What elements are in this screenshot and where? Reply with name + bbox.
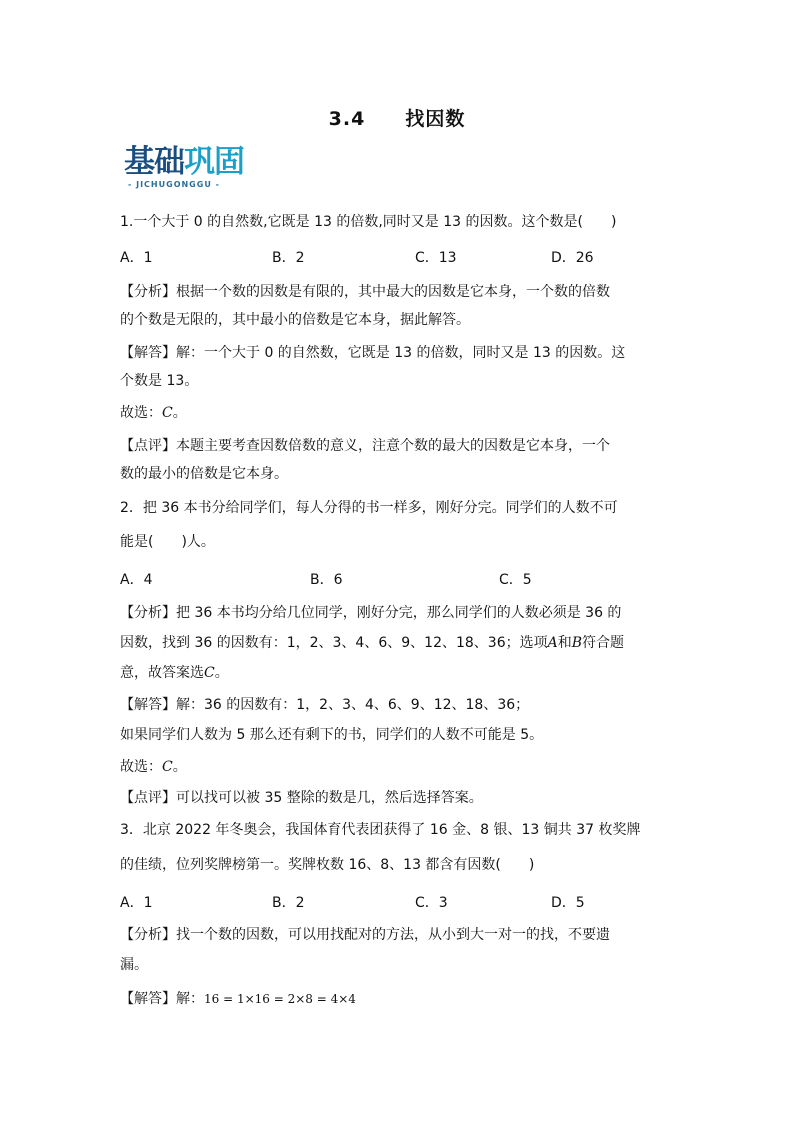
q2-answer-line-2: 如果同学们人数为 5 那么还有剩下的书，同学们的人数不可能是 5。 bbox=[120, 727, 544, 743]
q1-option-c: C．13 bbox=[415, 250, 457, 266]
banner-subtitle: - JICHUGONGGU - bbox=[128, 180, 220, 189]
q1-choice-value: C bbox=[162, 405, 173, 421]
q1-option-a: A．1 bbox=[120, 250, 153, 266]
section-title: 找因数 bbox=[405, 108, 466, 130]
q3-option-c: C．3 bbox=[415, 895, 448, 911]
q1-choice: 故选：C。 bbox=[120, 405, 187, 421]
q2-analysis-line-2: 因数，找到 36 的因数有：1，2、3、4、6、9、12、18、36；选项A和B符合题 bbox=[120, 635, 625, 651]
q2-option-a: A．4 bbox=[120, 572, 153, 588]
q3-analysis-line-1: 【分析】找一个数的因数，可以用找配对的方法，从小到大一对一的找，不要遗 bbox=[120, 927, 610, 943]
q3-option-b: B．2 bbox=[272, 895, 305, 911]
q1-comment-line-1: 【点评】本题主要考查因数倍数的意义，注意个数的最大的因数是它本身，一个 bbox=[120, 438, 610, 454]
q1-analysis-line-2: 的个数是无限的，其中最小的倍数是它本身，据此解答。 bbox=[120, 312, 470, 328]
q3-option-a: A．1 bbox=[120, 895, 153, 911]
q2-analysis-line-1: 【分析】把 36 本书均分给几位同学，刚好分完，那么同学们的人数必须是 36 的 bbox=[120, 605, 622, 621]
q2-option-c: C．5 bbox=[499, 572, 532, 588]
q3-analysis-line-2: 漏。 bbox=[120, 957, 148, 973]
q2-comment: 【点评】可以找可以被 35 整除的数是几，然后选择答案。 bbox=[120, 790, 483, 806]
banner-title: 基础巩固 bbox=[124, 144, 244, 180]
q3-stem-line-2: 的佳绩，位列奖牌榜第一。奖牌枚数 16、8、13 都含有因数( ) bbox=[120, 857, 535, 873]
q3-answer: 【解答】解：16 = 1×16 = 2×8 = 4×4 bbox=[120, 991, 356, 1007]
q2-option-b: B．6 bbox=[310, 572, 343, 588]
basic-review-banner bbox=[124, 144, 264, 192]
section-number: 3.4 bbox=[328, 108, 366, 130]
q3-stem-line-1: 3．北京 2022 年冬奥会，我国体育代表团获得了 16 金、8 银、13 铜共 37 枚奖牌 bbox=[120, 822, 641, 838]
q2-analysis-line-3: 意，故答案选C。 bbox=[120, 665, 229, 681]
q2-choice: 故选：C。 bbox=[120, 759, 187, 775]
q3-answer-formula: 16 = 1×16 = 2×8 = 4×4 bbox=[204, 992, 356, 1006]
q1-stem: 1.一个大于 0 的自然数,它既是 13 的倍数,同时又是 13 的因数。这个数是( ) bbox=[120, 214, 617, 230]
q2-choice-value: C bbox=[162, 759, 173, 775]
q1-answer-line-2: 个数是 13。 bbox=[120, 373, 199, 389]
q1-option-d: D．26 bbox=[551, 250, 594, 266]
q3-option-d: D．5 bbox=[551, 895, 585, 911]
q2-stem-line-2: 能是( )人。 bbox=[120, 534, 215, 550]
q1-answer-line-1: 【解答】解：一个大于 0 的自然数，它既是 13 的倍数，同时又是 13 的因数。这 bbox=[120, 345, 626, 361]
q2-answer-line-1: 【解答】解：36 的因数有：1，2、3、4、6、9、12、18、36； bbox=[120, 697, 530, 713]
page-title bbox=[0, 104, 794, 131]
q1-analysis-line-1: 【分析】根据一个数的因数是有限的，其中最大的因数是它本身，一个数的倍数 bbox=[120, 284, 610, 300]
q1-comment-line-2: 数的最小的倍数是它本身。 bbox=[120, 466, 288, 482]
q2-stem-line-1: 2．把 36 本书分给同学们，每人分得的书一样多，刚好分完。同学们的人数不可 bbox=[120, 500, 618, 516]
q1-option-b: B．2 bbox=[272, 250, 305, 266]
